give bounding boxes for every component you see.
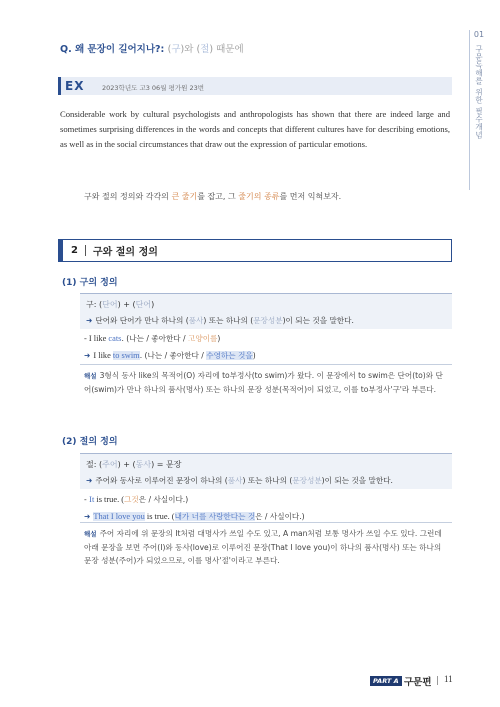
clause-example-2: ➜ That I love you is true. (내가 너를 사랑한다는 것은 / 사실이다.) [84,512,305,521]
chapter-title: 구문독해를 위한 필수개념 [474,45,484,139]
chapter-side-tab [472,30,486,139]
clause-subtitle: (2) 절의 정의 [62,437,118,447]
clause-divider [80,522,452,523]
clause-definition-box [80,453,452,489]
phrase-examples [84,333,256,367]
arrow-icon: ➜ [86,476,93,485]
clause-explanation: 해설 주어 자리에 위 문장의 It처럼 대명사가 쓰일 수도 있고, A man처럼 보통 명사가 쓰일 수도 있다. 그런데 아래 문장을 보면 주어(I)와 동사(love)로 이루어진 문장(That I love you)이 하나의 품사(명사) 또는 하나의 문장 성분(주어)가 되었으므로, 이를 명사'절'이라고 부른다. [84,529,442,566]
phrase-formula: 구: (단어) + (단어) [86,300,155,309]
explanation-tag: 해설 [84,530,97,538]
footer-separator [437,676,438,685]
clause-formula: 절: (주어) + (동사) = 문장 [86,460,182,469]
example-source: 2023학년도 고3 06월 평가원 23번 [102,84,204,92]
section-title: 구와 절의 정의 [92,247,158,258]
arrow-icon: ➜ [84,351,91,360]
page-number: 11 [444,674,453,684]
explanation-tag: 해설 [84,372,97,380]
question-line: Q. 왜 문장이 길어지나?: (구)와 (절) 때문에 [60,44,244,55]
chapter-number: 01 [473,30,485,39]
clause-definition: ➜ 주어와 동사로 이루어진 문장이 하나의 (품사) 또는 하나의 (문장성분)이 되는 것을 말한다. [86,476,393,485]
side-tab-rule [469,30,470,190]
footer-part-badge: PART A [370,676,402,686]
phrase-subtitle: (1) 구의 정의 [62,278,118,288]
example-label: EX [65,79,85,93]
intro-text: 구와 절의 정의와 각각의 큰 줄기를 잡고, 그 줄기의 종류를 먼저 익혀보자. [84,192,342,201]
section-header [58,239,452,262]
example-passage: Considerable work by cultural psychologists and anthropologists has shown that there are indeed large and sometimes surprising differences in the words and concepts that different cultures have for describing emotions, as well as in the social circumstances that draw out the expression of particular emotions. [60,109,450,150]
footer-part-name: 구문편 [404,677,432,688]
phrase-explanation: 해설 3형식 동사 like의 목적어(O) 자리에 to부정사(to swim)가 왔다. 이 문장에서 to swim은 단어(to)와 단어(swim)가 만나 하나의 품사(명사) 또는 하나의 문장 성분(목적어)이 되었고, 이를 to부정사'구'라 부른다. [84,371,443,394]
arrow-icon: ➜ [86,316,93,325]
phrase-example-2: ➜ I like to swim. (나는 / 좋아한다 / 수영하는 것을) [84,351,256,360]
phrase-divider [80,364,452,365]
phrase-definition-box [80,293,452,329]
section-divider [85,245,86,256]
section-number: 2 [71,245,78,256]
phrase-definition: ➜ 단어와 단어가 만나 하나의 (품사) 또는 하나의 (문장성분)이 되는 것을 말한다. [86,316,354,325]
phrase-example-1: - I like cats. (나는 / 좋아한다 / 고양이를) [84,334,221,343]
clause-example-1: - It is true. (그것은 / 사실이다.) [84,495,189,504]
arrow-icon: ➜ [84,512,91,521]
